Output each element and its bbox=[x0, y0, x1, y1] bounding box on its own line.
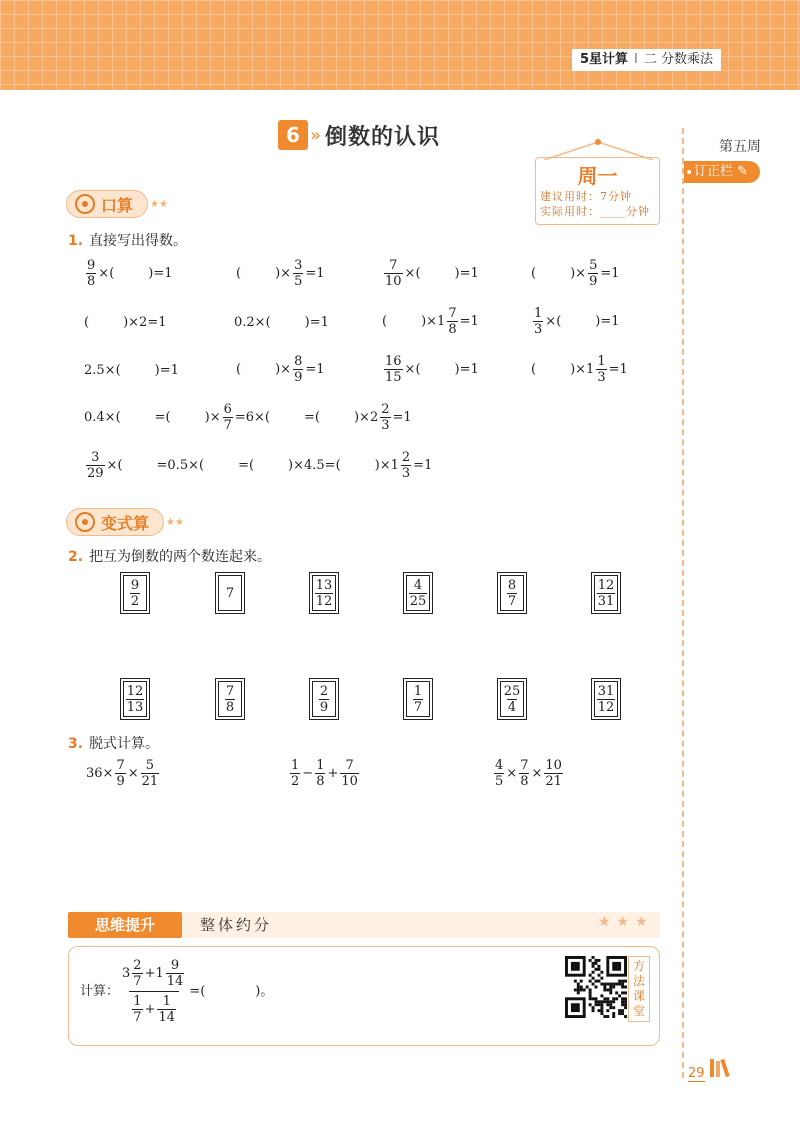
exercise: $\frac{16}{15}$ × ( ) =1 bbox=[385, 354, 479, 385]
exercise: 36× $\frac{7}{9}$ × $\frac{5}{21}$ bbox=[86, 758, 159, 789]
number-card[interactable] bbox=[215, 678, 245, 720]
header-divider: I bbox=[634, 52, 638, 67]
number-card[interactable] bbox=[403, 572, 433, 614]
suggested-time: 建议用时：7分钟 bbox=[540, 190, 632, 203]
day-board bbox=[535, 157, 660, 225]
exercise: ( ) × $\frac{3}{5}$ =1 bbox=[236, 258, 325, 289]
number-card[interactable] bbox=[120, 572, 150, 614]
number-card[interactable] bbox=[497, 678, 527, 720]
day-name: 周一 bbox=[577, 164, 618, 188]
fraction-value: $\frac{31}{12}$ bbox=[597, 683, 615, 715]
section-oral-label: 口算 bbox=[101, 195, 134, 215]
lesson-title bbox=[278, 118, 440, 152]
question-3-text: 脱式计算。 bbox=[89, 736, 160, 752]
question-1: 1. 直接写出得数。 bbox=[68, 233, 188, 249]
chapter-name: 二 分数乘法 bbox=[643, 52, 714, 67]
think-tag: 思维提升 bbox=[68, 912, 182, 938]
pencil-icon: ✎ bbox=[737, 164, 749, 179]
number-card[interactable] bbox=[309, 678, 339, 720]
chevron-right-icon: » bbox=[310, 124, 322, 146]
exercise: ( ) × $\frac{5}{9}$ =1 bbox=[531, 258, 620, 289]
question-1-text: 直接写出得数。 bbox=[89, 233, 188, 249]
complex-fraction-exercise: 计算： 3 $\frac{2}{7}$ + 1 $\frac{9}{14}$ $\frac{1}{7}$ + $\frac{1}{14}$ =( )。 bbox=[80, 958, 274, 1025]
page-number: 29 bbox=[688, 1066, 705, 1081]
exercise: $\frac{4}{5}$ × $\frac{7}{8}$ × $\frac{10}{21}$ bbox=[495, 758, 562, 789]
calc-label: 计算： bbox=[80, 984, 120, 999]
exercise: 0.4×( =( ) × $\frac{6}{7}$ =6×( =( )×2 $\frac{2}{3}$ =1 bbox=[84, 402, 412, 433]
fraction-value: $\frac{13}{12}$ bbox=[315, 577, 333, 609]
question-3: 3. 脱式计算。 bbox=[68, 736, 160, 752]
exercise: 2.5×( ) =1 bbox=[84, 363, 179, 378]
fraction-value: $\frac{9}{2}$ bbox=[130, 577, 140, 609]
exercise: $\frac{1}{3}$ × ( ) =1 bbox=[534, 306, 620, 337]
number-card[interactable] bbox=[591, 678, 621, 720]
exercise: ( )×2=1 bbox=[84, 315, 167, 330]
fraction-value: $\frac{7}{8}$ bbox=[225, 683, 235, 715]
star-icon: ★★ bbox=[166, 516, 184, 528]
hanging-string bbox=[536, 138, 661, 160]
lesson-title-text: 倒数的认识 bbox=[325, 124, 441, 150]
page-header bbox=[0, 0, 800, 90]
number-card[interactable] bbox=[591, 572, 621, 614]
fraction-value: $\frac{4}{25}$ bbox=[409, 577, 427, 609]
section-variant bbox=[66, 508, 184, 536]
section-variant-label: 变式算 bbox=[101, 513, 150, 533]
question-2-text: 把互为倒数的两个数连起来。 bbox=[89, 549, 272, 565]
number-value: 7 bbox=[225, 585, 235, 601]
exercise: ( )×1 $\frac{1}{3}$ =1 bbox=[531, 354, 628, 385]
fraction-value: $\frac{8}{7}$ bbox=[507, 577, 517, 609]
number-card[interactable] bbox=[215, 572, 245, 614]
target-icon bbox=[75, 512, 95, 532]
fraction-value: $\frac{1}{7}$ bbox=[413, 683, 423, 715]
header-label bbox=[572, 49, 721, 71]
correction-label: 订正栏 bbox=[694, 164, 734, 179]
exercise: 0.2×( ) =1 bbox=[234, 315, 329, 330]
actual-time: 实际用时：____分钟 bbox=[540, 205, 650, 218]
exercise: $\frac{9}{8}$ × ( ) =1 bbox=[87, 258, 173, 289]
sidebar-divider bbox=[682, 128, 684, 1078]
fraction-value: $\frac{2}{9}$ bbox=[319, 683, 329, 715]
stopwatch-icon bbox=[75, 194, 95, 214]
exercise: $\frac{7}{10}$ × ( ) =1 bbox=[385, 258, 479, 289]
series-name: 5星计算 bbox=[580, 52, 629, 67]
books-icon bbox=[708, 1057, 738, 1077]
number-card[interactable] bbox=[497, 572, 527, 614]
fraction-value: $\frac{12}{13}$ bbox=[126, 683, 144, 715]
star-icon: ★★ bbox=[150, 198, 168, 210]
week-label: 第五周 bbox=[719, 139, 761, 155]
number-card[interactable] bbox=[403, 678, 433, 720]
exercise: ( ) × $\frac{8}{9}$ =1 bbox=[236, 354, 325, 385]
fraction-value: $\frac{12}{31}$ bbox=[597, 577, 615, 609]
question-2: 2. 把互为倒数的两个数连起来。 bbox=[68, 549, 272, 565]
number-card[interactable] bbox=[120, 678, 150, 720]
lesson-number: 6 bbox=[278, 120, 308, 150]
method-class-label[interactable]: 方法课堂 bbox=[628, 956, 650, 1022]
number-card[interactable] bbox=[309, 572, 339, 614]
section-oral bbox=[66, 190, 168, 218]
think-subtitle: 整体约分 bbox=[200, 916, 273, 934]
exercise: $\frac{3}{29}$ × ( =0.5×( =( )×4.5=( )×1 $\frac{2}{3}$ =1 bbox=[87, 450, 433, 481]
qr-code-icon[interactable] bbox=[565, 956, 627, 1018]
exercise: $\frac{1}{2}$ − $\frac{1}{8}$ + $\frac{7}{10}$ bbox=[291, 758, 358, 789]
correction-tag bbox=[684, 161, 760, 183]
exercise: ( )×1 $\frac{7}{8}$ =1 bbox=[382, 306, 479, 337]
fraction-value: $\frac{25}{4}$ bbox=[503, 683, 521, 715]
star-icon: ★★★ bbox=[598, 914, 654, 930]
